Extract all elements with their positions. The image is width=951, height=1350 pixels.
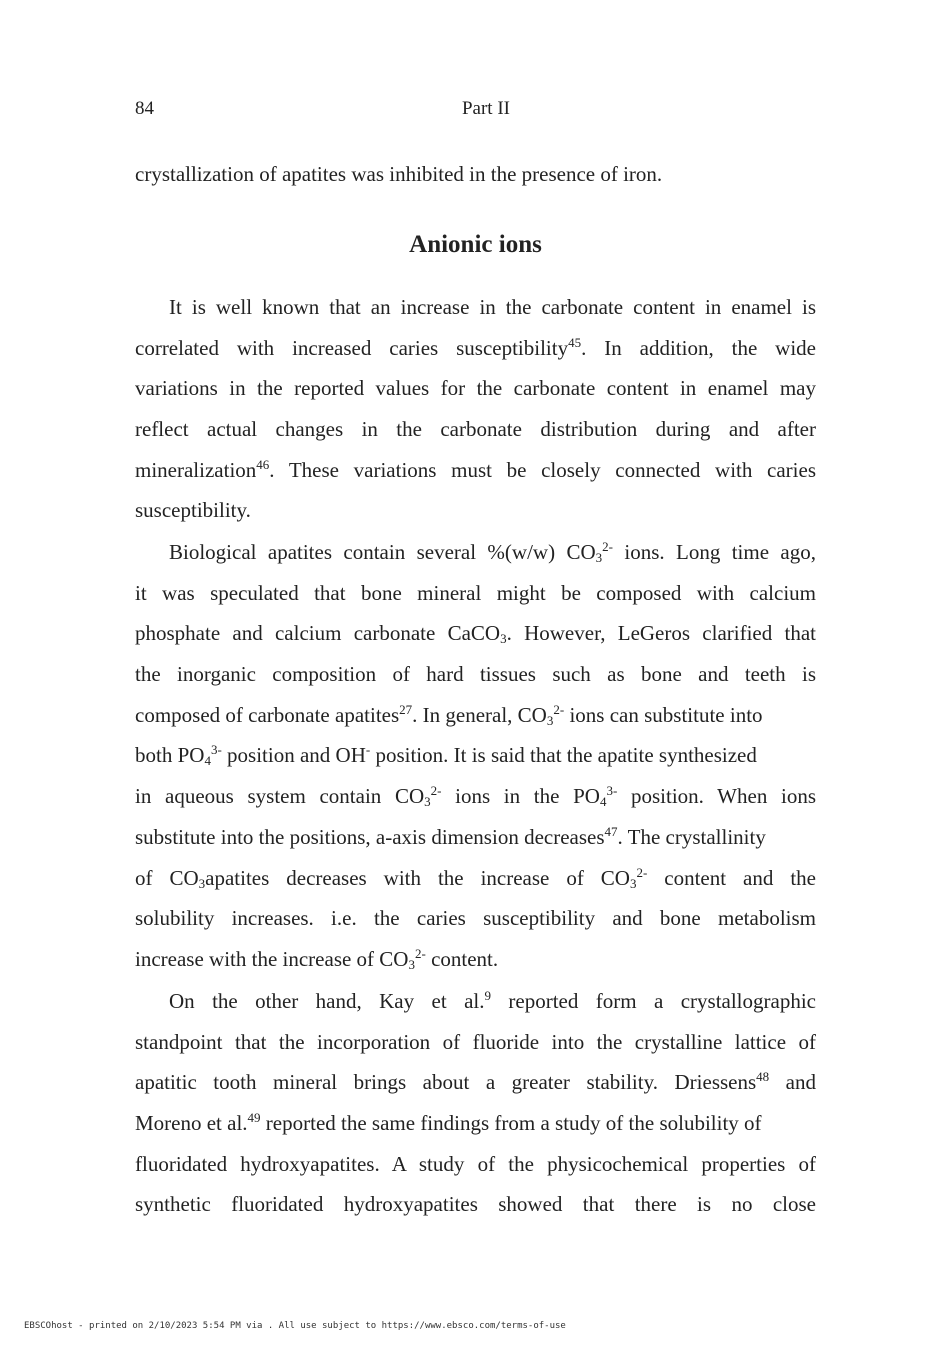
citation-ref: 27 (399, 701, 413, 717)
page-number: 84 (135, 98, 154, 119)
paragraph-carbonate-caries (135, 287, 816, 531)
text-line: standpoint that the incorporation of fluoride into the crystalline lattice of (135, 1029, 816, 1054)
running-head: Part II (461, 98, 510, 119)
citation-ref: 45 (568, 334, 582, 350)
text-line: in aqueous system contain $CO_3^{2-}$ ions in the $PO_4^{3-}$ position. When ions (135, 783, 816, 810)
text-line: solubility increases. i.e. the caries susceptibility and bone metabolism (135, 906, 816, 931)
text-line: susceptibility. (135, 498, 251, 523)
paragraph-biological-apatites (135, 532, 816, 980)
print-footer: EBSCOhost - printed on 2/10/2023 5:54 PM via . All use subject to https://www.ebsco.com/terms-of-use (24, 1321, 566, 1331)
text-line: correlated with increased caries susceptibility$^{45}$. In addition, the wide (135, 334, 816, 360)
citation-ref: 9 (484, 988, 491, 1003)
text-line: both $PO_4^{3-}$ position and OH- position. It is said that the apatite synthesized (135, 742, 757, 769)
paragraph-fluoride-stability (135, 981, 816, 1225)
text-line: On the other hand, Kay et al.$^9$ reported form a crystallographic (169, 988, 816, 1013)
text-line: mineralization$^{46}$. These variations must be closely connected with caries (135, 456, 816, 482)
text-line: Moreno et al.$^{49}$ reported the same findings from a study of the solubility of (135, 1110, 762, 1136)
text-line: reflect actual changes in the carbonate distribution during and after (135, 417, 816, 442)
text-line: the inorganic composition of hard tissues such as bone and teeth is (135, 662, 816, 687)
text-line: composed of carbonate apatites$^{27}$. In general, $CO_3^{2-}$ ions can substitute into (135, 701, 763, 728)
text-line: It is well known that an increase in the carbonate content in enamel is (169, 295, 816, 319)
text-line: phosphate and calcium carbonate CaCO$_3$. However, LeGeros clarified that (135, 621, 816, 647)
text-line: synthetic fluoridated hydroxyapatites showed that there is no close (135, 1192, 816, 1217)
carryover-line: crystallization of apatites was inhibited in the presence of iron. (135, 162, 663, 186)
text-line: fluoridated hydroxyapatites. A study of the physicochemical properties of (135, 1151, 816, 1176)
text-line: variations in the reported values for the carbonate content in enamel may (135, 376, 816, 401)
citation-ref: 48 (756, 1069, 770, 1085)
text-line: Biological apatites contain several %(w/w) $CO_3^{2-}$ ions. Long time ago, (169, 539, 816, 565)
citation-ref: 46 (256, 456, 270, 472)
text-line: it was speculated that bone mineral might be composed with calcium (135, 580, 816, 605)
text-line: increase with the increase of $CO_3^{2-}$ content. (135, 945, 499, 972)
section-heading: Anionic ions (409, 231, 542, 258)
text-line: of $CO_3apatites$ decreases with the increase of $CO_3^{2-}$ content and the (135, 864, 816, 891)
text-line: substitute into the positions, a-axis dimension decreases$^{47}$. The crystallinity (135, 823, 766, 849)
citation-ref: 49 (247, 1110, 261, 1126)
text-line: apatitic tooth mineral brings about a greater stability. Driessens$^{48}$ and (135, 1069, 816, 1095)
citation-ref: 47 (604, 823, 618, 839)
